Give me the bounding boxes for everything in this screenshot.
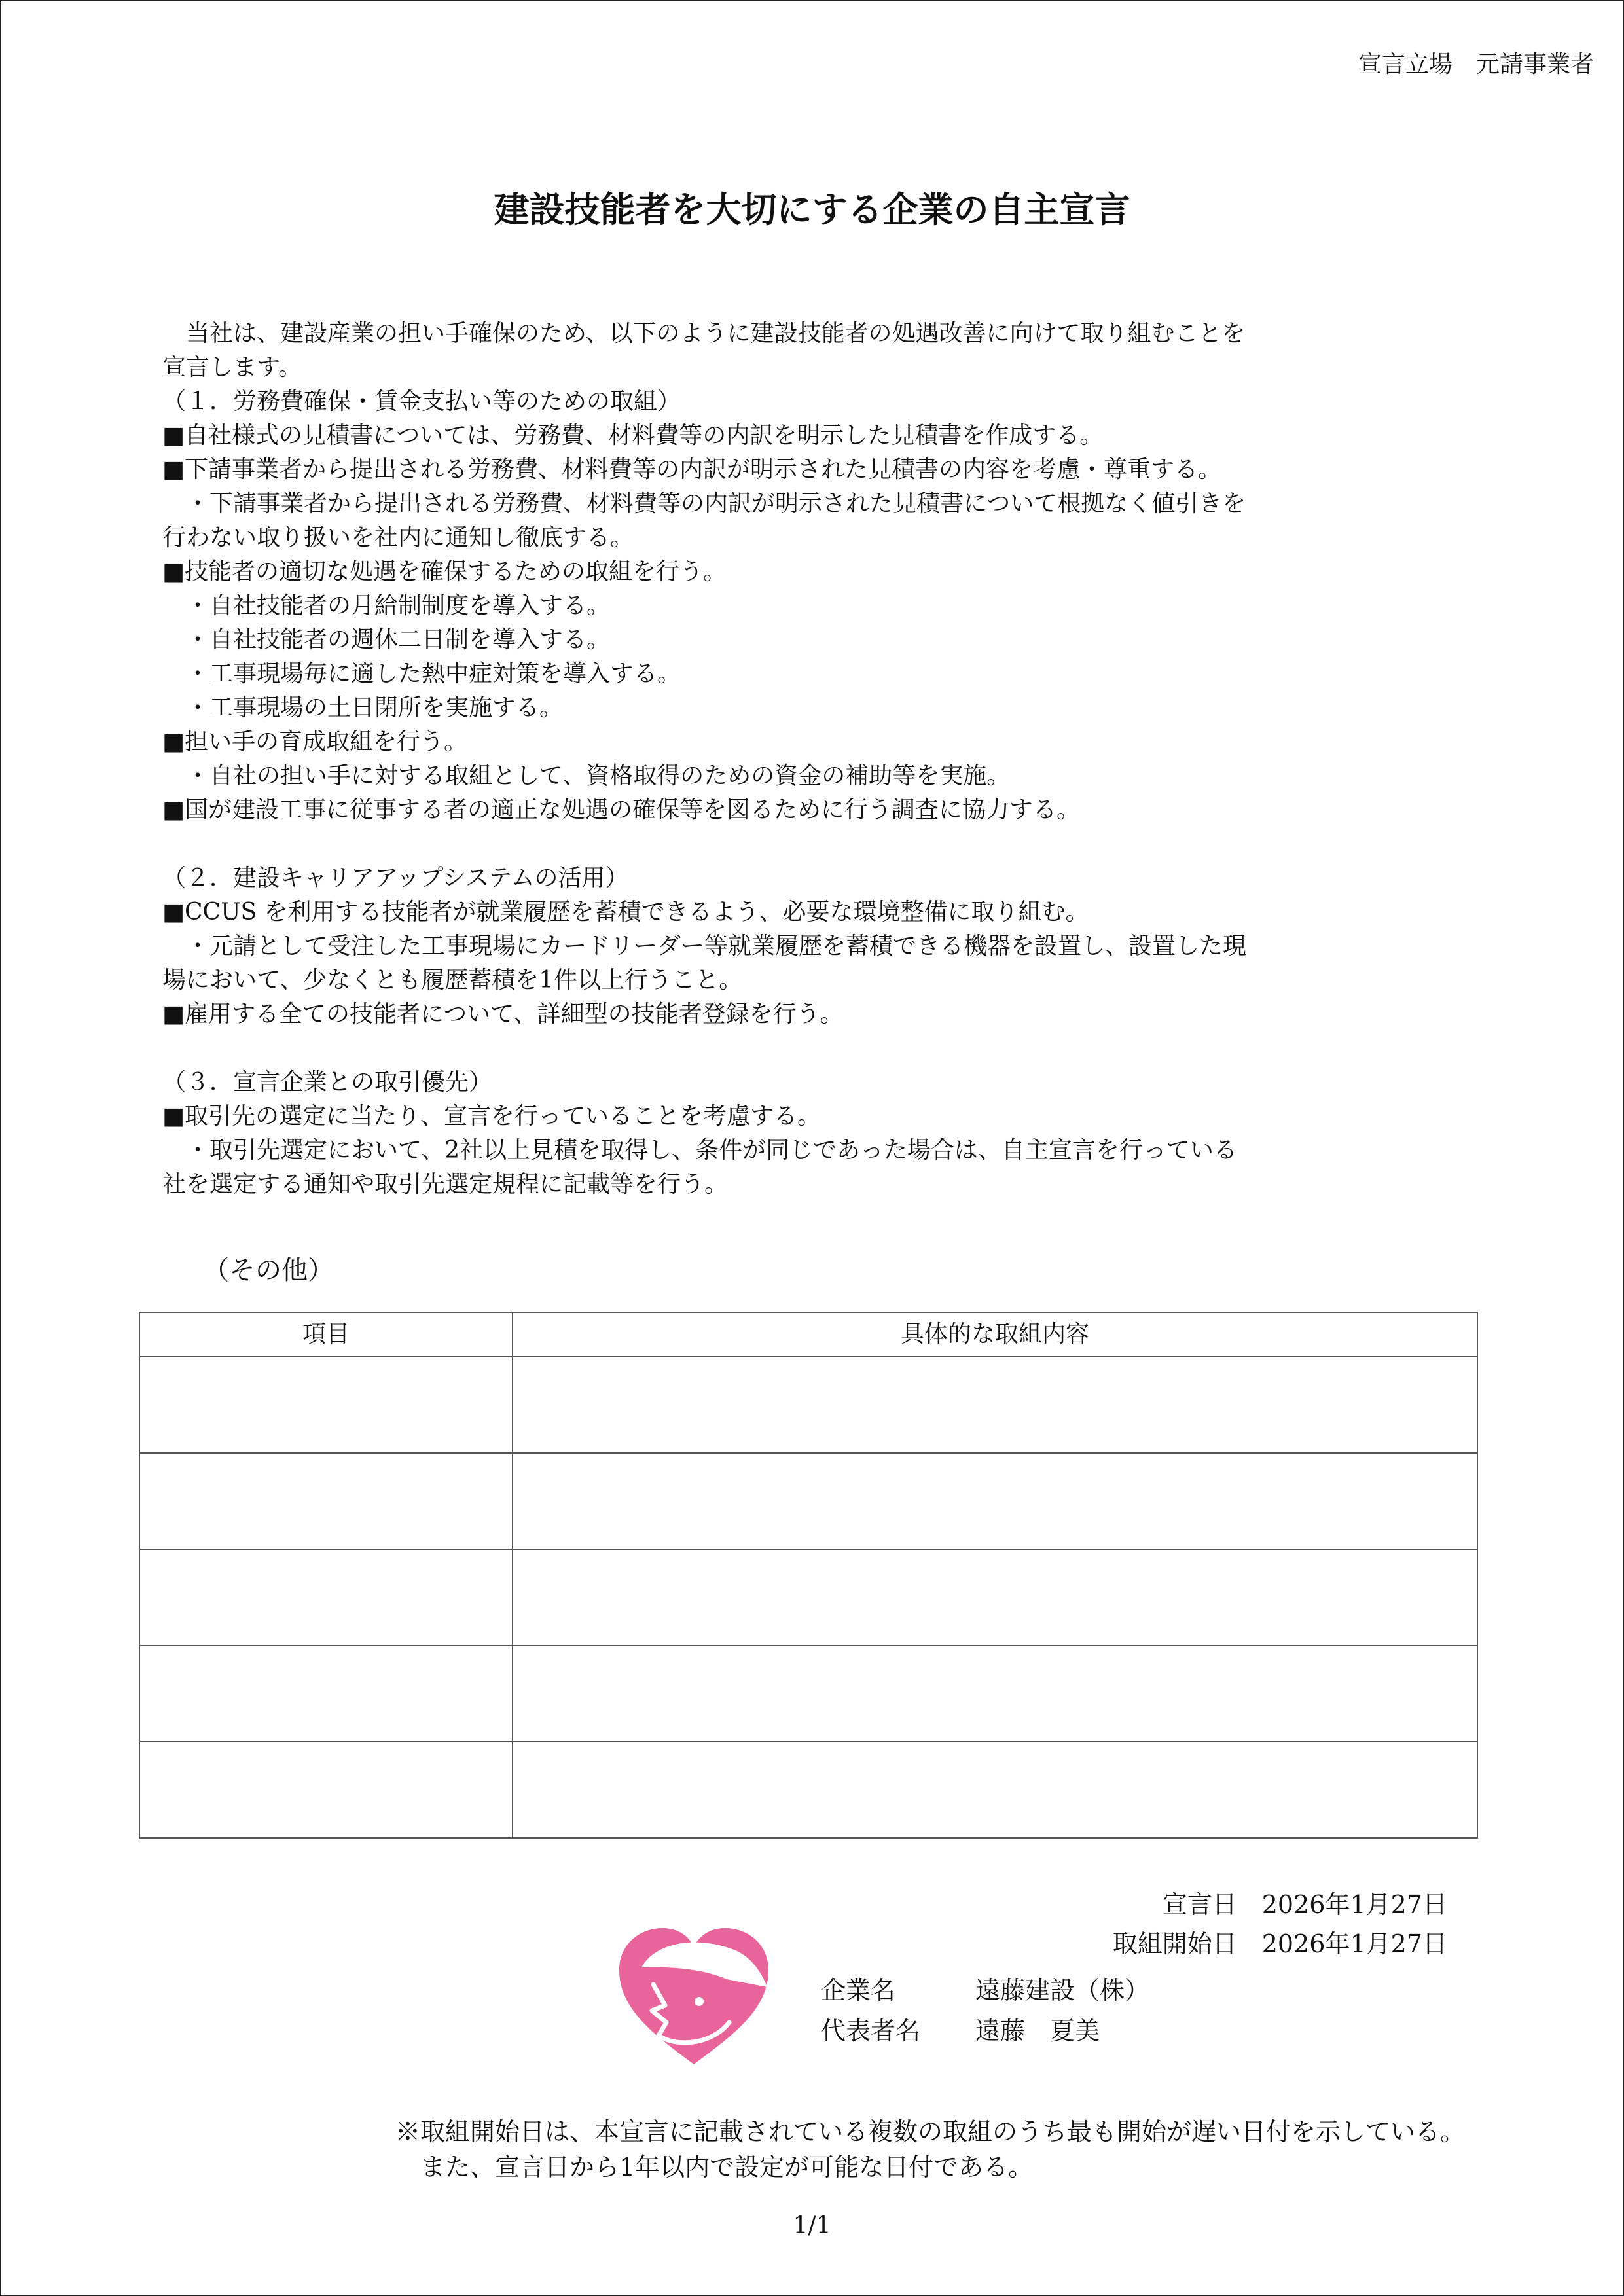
body-line: ■下請事業者から提出される労務費、材料費等の内訳が明示された見積書の内容を考慮・尊重する。 bbox=[162, 456, 1222, 483]
table-cell-content[interactable] bbox=[513, 1549, 1477, 1645]
body-spacer bbox=[162, 1031, 1602, 1066]
declaration-date-label: 宣言日 bbox=[1162, 1890, 1237, 1919]
body-spacer bbox=[162, 827, 1602, 861]
dates-block bbox=[1113, 1885, 1447, 1964]
company-name-label: 企業名 bbox=[821, 1976, 896, 2005]
body-line: 当社は、建設産業の担い手確保のため、以下のように建設技能者の処遇改善に向けて取り組むことを bbox=[162, 320, 1246, 347]
page-number: 1/1 bbox=[793, 2212, 831, 2239]
body-line: ■国が建設工事に従事する者の適正な処遇の確保等を図るために行う調査に協力する。 bbox=[162, 797, 1081, 823]
table-row bbox=[139, 1549, 1477, 1645]
body-line: （１．労務費確保・賃金支払い等のための取組） bbox=[162, 388, 681, 415]
table-row bbox=[139, 1645, 1477, 1742]
eye-dot bbox=[695, 1997, 704, 2006]
column-header-item: 項目 bbox=[139, 1312, 513, 1357]
table-cell-item[interactable] bbox=[139, 1645, 513, 1742]
start-date-value: 2026年1月27日 bbox=[1261, 1929, 1447, 1958]
table-row bbox=[139, 1742, 1477, 1838]
footnote-line: また、宣言日から1年以内で設定が可能な日付である。 bbox=[395, 2153, 1034, 2181]
column-header-content: 具体的な取組内容 bbox=[513, 1312, 1477, 1357]
body-line: ・工事現場毎に適した熱中症対策を導入する。 bbox=[162, 660, 681, 687]
body-line: ・自社の担い手に対する取組として、資格取得のための資金の補助等を実施。 bbox=[162, 762, 1011, 789]
table-cell-item[interactable] bbox=[139, 1357, 513, 1453]
body-line: 社を選定する通知や取引先選定規程に記載等を行う。 bbox=[162, 1171, 729, 1198]
body-line: ・元請として受注した工事現場にカードリーダー等就業履歴を蓄積できる機器を設置し、設置した現 bbox=[162, 933, 1247, 960]
table-cell-content[interactable] bbox=[513, 1357, 1477, 1453]
declaration-date-value: 2026年1月27日 bbox=[1261, 1890, 1447, 1919]
body-line: ■技能者の適切な処遇を確保するための取組を行う。 bbox=[162, 558, 727, 585]
page-title: 建設技能者を大切にする企業の自主宣言 bbox=[494, 189, 1130, 230]
body-line: 場において、少なくとも履歴蓄積を1件以上行うこと。 bbox=[162, 967, 743, 994]
table-row bbox=[139, 1453, 1477, 1549]
declaration-date-row bbox=[1113, 1885, 1447, 1924]
company-block bbox=[821, 1970, 1149, 2051]
other-section-label: （その他） bbox=[203, 1255, 334, 1285]
body-line: ・自社技能者の月給制制度を導入する。 bbox=[162, 592, 611, 619]
table-row bbox=[139, 1357, 1477, 1453]
declaration-position-label: 宣言立場 元請事業者 bbox=[1358, 51, 1594, 78]
body-line: ・取引先選定において、2社以上見積を取得し、条件が同じであった場合は、自主宣言を行っている bbox=[162, 1137, 1237, 1164]
body-line: ・自社技能者の週休二日制を導入する。 bbox=[162, 626, 611, 653]
body-line: ・工事現場の土日閉所を実施する。 bbox=[162, 694, 564, 721]
body-line: ・下請事業者から提出される労務費、材料費等の内訳が明示された見積書について根拠なく値引きを bbox=[162, 490, 1246, 517]
representative-value: 遠藤 夏美 bbox=[975, 2017, 1100, 2045]
heart-face-logo-icon bbox=[615, 1924, 772, 2070]
body-line: ■担い手の育成取組を行う。 bbox=[162, 728, 468, 755]
body-line: ■自社様式の見積書については、労務費、材料費等の内訳を明示した見積書を作成する。 bbox=[162, 422, 1104, 449]
representative-label: 代表者名 bbox=[821, 2017, 921, 2045]
representative-row bbox=[821, 2011, 1149, 2051]
declaration-body bbox=[162, 317, 1602, 1202]
body-line: 宣言します。 bbox=[162, 354, 302, 381]
table-cell-item[interactable] bbox=[139, 1549, 513, 1645]
body-line: （３．宣言企業との取引優先） bbox=[162, 1069, 493, 1096]
company-name-row bbox=[821, 1970, 1149, 2011]
other-initiatives-table bbox=[139, 1312, 1478, 1839]
body-line: 行わない取り扱いを社内に通知し徹底する。 bbox=[162, 524, 634, 551]
table-header-row bbox=[139, 1312, 1477, 1357]
company-name-value: 遠藤建設（株） bbox=[975, 1976, 1150, 2005]
body-line: ■CCUS を利用する技能者が就業履歴を蓄積できるよう、必要な環境整備に取り組む。 bbox=[162, 899, 1089, 925]
table-cell-item[interactable] bbox=[139, 1453, 513, 1549]
table-cell-content[interactable] bbox=[513, 1645, 1477, 1742]
footnote bbox=[395, 2114, 1465, 2185]
table-cell-content[interactable] bbox=[513, 1453, 1477, 1549]
body-line: ■取引先の選定に当たり、宣言を行っていることを考慮する。 bbox=[162, 1103, 821, 1130]
table-cell-content[interactable] bbox=[513, 1742, 1477, 1838]
start-date-label: 取組開始日 bbox=[1112, 1929, 1237, 1958]
footnote-line: ※取組開始日は、本宣言に記載されている複数の取組のうち最も開始が遅い日付を示している。 bbox=[395, 2117, 1466, 2146]
start-date-row bbox=[1113, 1924, 1447, 1964]
table-cell-item[interactable] bbox=[139, 1742, 513, 1838]
body-line: （２．建設キャリアアップシステムの活用） bbox=[162, 865, 629, 891]
body-line: ■雇用する全ての技能者について、詳細型の技能者登録を行う。 bbox=[162, 1001, 844, 1028]
